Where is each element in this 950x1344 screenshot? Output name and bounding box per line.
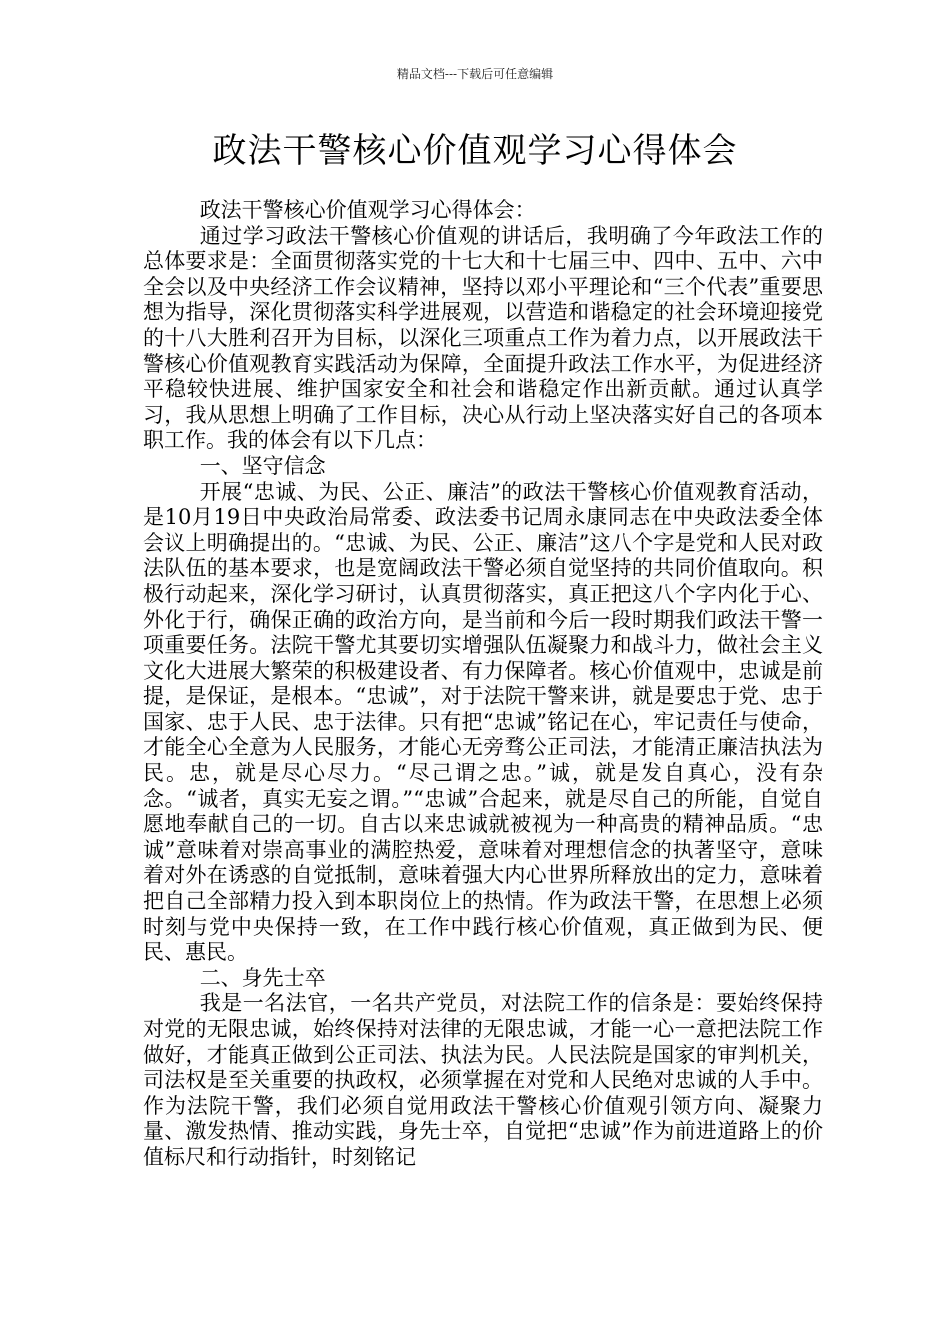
document-body [143,198,823,1171]
section-heading-2: 二、身先士卒 [199,965,326,990]
document-title: 政法干警核心价值观学习心得体会 [212,131,738,171]
paragraph-intro: 政法干警核心价值观学习心得体会： [199,198,536,222]
section-heading-1: 一、坚守信念 [199,453,326,478]
header-note: 精品文档---下载后可任意编辑 [396,67,554,81]
paragraph-section-1: 开展“忠诚、为民、公正、廉洁”的政法干警核心价值观教育活动，是10月19日中央政治局常委、政法委书记周永康同志在中央政法委全体会议上明确提出的。“忠诚、为民、公正、廉洁”这八个字是党和人民对政法队伍的基本要求，也是宽阔政法干警必须自觉坚持的共同价值取向。积极行动起来，深化学习研讨，认真贯彻落实，真正把这八个字内化于心、外化于行，确保正确的政治方向，是当前和今后一段时期我们政法干警一项重要任务。法院干警尤其要切实增强队伍凝聚力和战斗力，做社会主义文化大进展大繁荣的积极建设者、有力保障者。核心价值观中，忠诚是前提，是保证，是根本。“忠诚”，对于法院干警来讲，就是要忠于党、忠于国家、忠于人民、忠于法律。只有把“忠诚”铭记在心，牢记责任与使命，才能全心全意为人民服务，才能心无旁骛公正司法，才能清正廉洁执法为民。忠，就是尽心尽力。“尽己谓之忠。”诚，就是发自真心，没有杂念。“诚者，真实无妄之谓。”“忠诚”合起来，就是尽自己的所能，自觉自愿地奉献自己的一切。自古以来忠诚就被视为一种高贵的精神品质。“忠诚”意味着对崇高事业的满腔热爱，意味着对理想信念的执著坚守，意味着对外在诱惑的自觉抵制，意味着强大内心世界所释放出的定力，意味着把自己全部精力投入到本职岗位上的热情。作为政法干警，在思想上必须时刻与党中央保持一致，在工作中践行核心价值观，真正做到为民、便民、惠民。 [143,479,823,965]
paragraph-summary: 通过学习政法干警核心价值观的讲话后，我明确了今年政法工作的总体要求是：全面贯彻落实党的十七大和十七届三中、四中、五中、六中全会以及中央经济工作会议精神，坚持以邓小平理论和“三个代表”重要思想为指导，深化贯彻落实科学进展观，以营造和谐稳定的社会环境迎接党的十八大胜利召开为目标，以深化三项重点工作为着力点，以开展政法干警核心价值观教育实践活动为保障，全面提升政法工作水平，为促进经济平稳较快进展、维护国家安全和社会和谐稳定作出新贡献。通过认真学习，我从思想上明确了工作目标，决心从行动上坚决落实好自己的各项本职工作。我的体会有以下几点： [143,223,823,453]
paragraph-section-2: 我是一名法官，一名共产党员，对法院工作的信条是：要始终保持对党的无限忠诚，始终保持对法律的无限忠诚，才能一心一意把法院工作做好，才能真正做到公正司法、执法为民。人民法院是国家的审判机关，司法权是至关重要的执政权，必须掌握在对党和人民绝对忠诚的人手中。作为法院干警，我们必须自觉用政法干警核心价值观引领方向、凝聚力量、激发热情、推动实践，身先士卒，自觉把“忠诚”作为前进道路上的价值标尺和行动指针，时刻铭记 [143,991,823,1169]
